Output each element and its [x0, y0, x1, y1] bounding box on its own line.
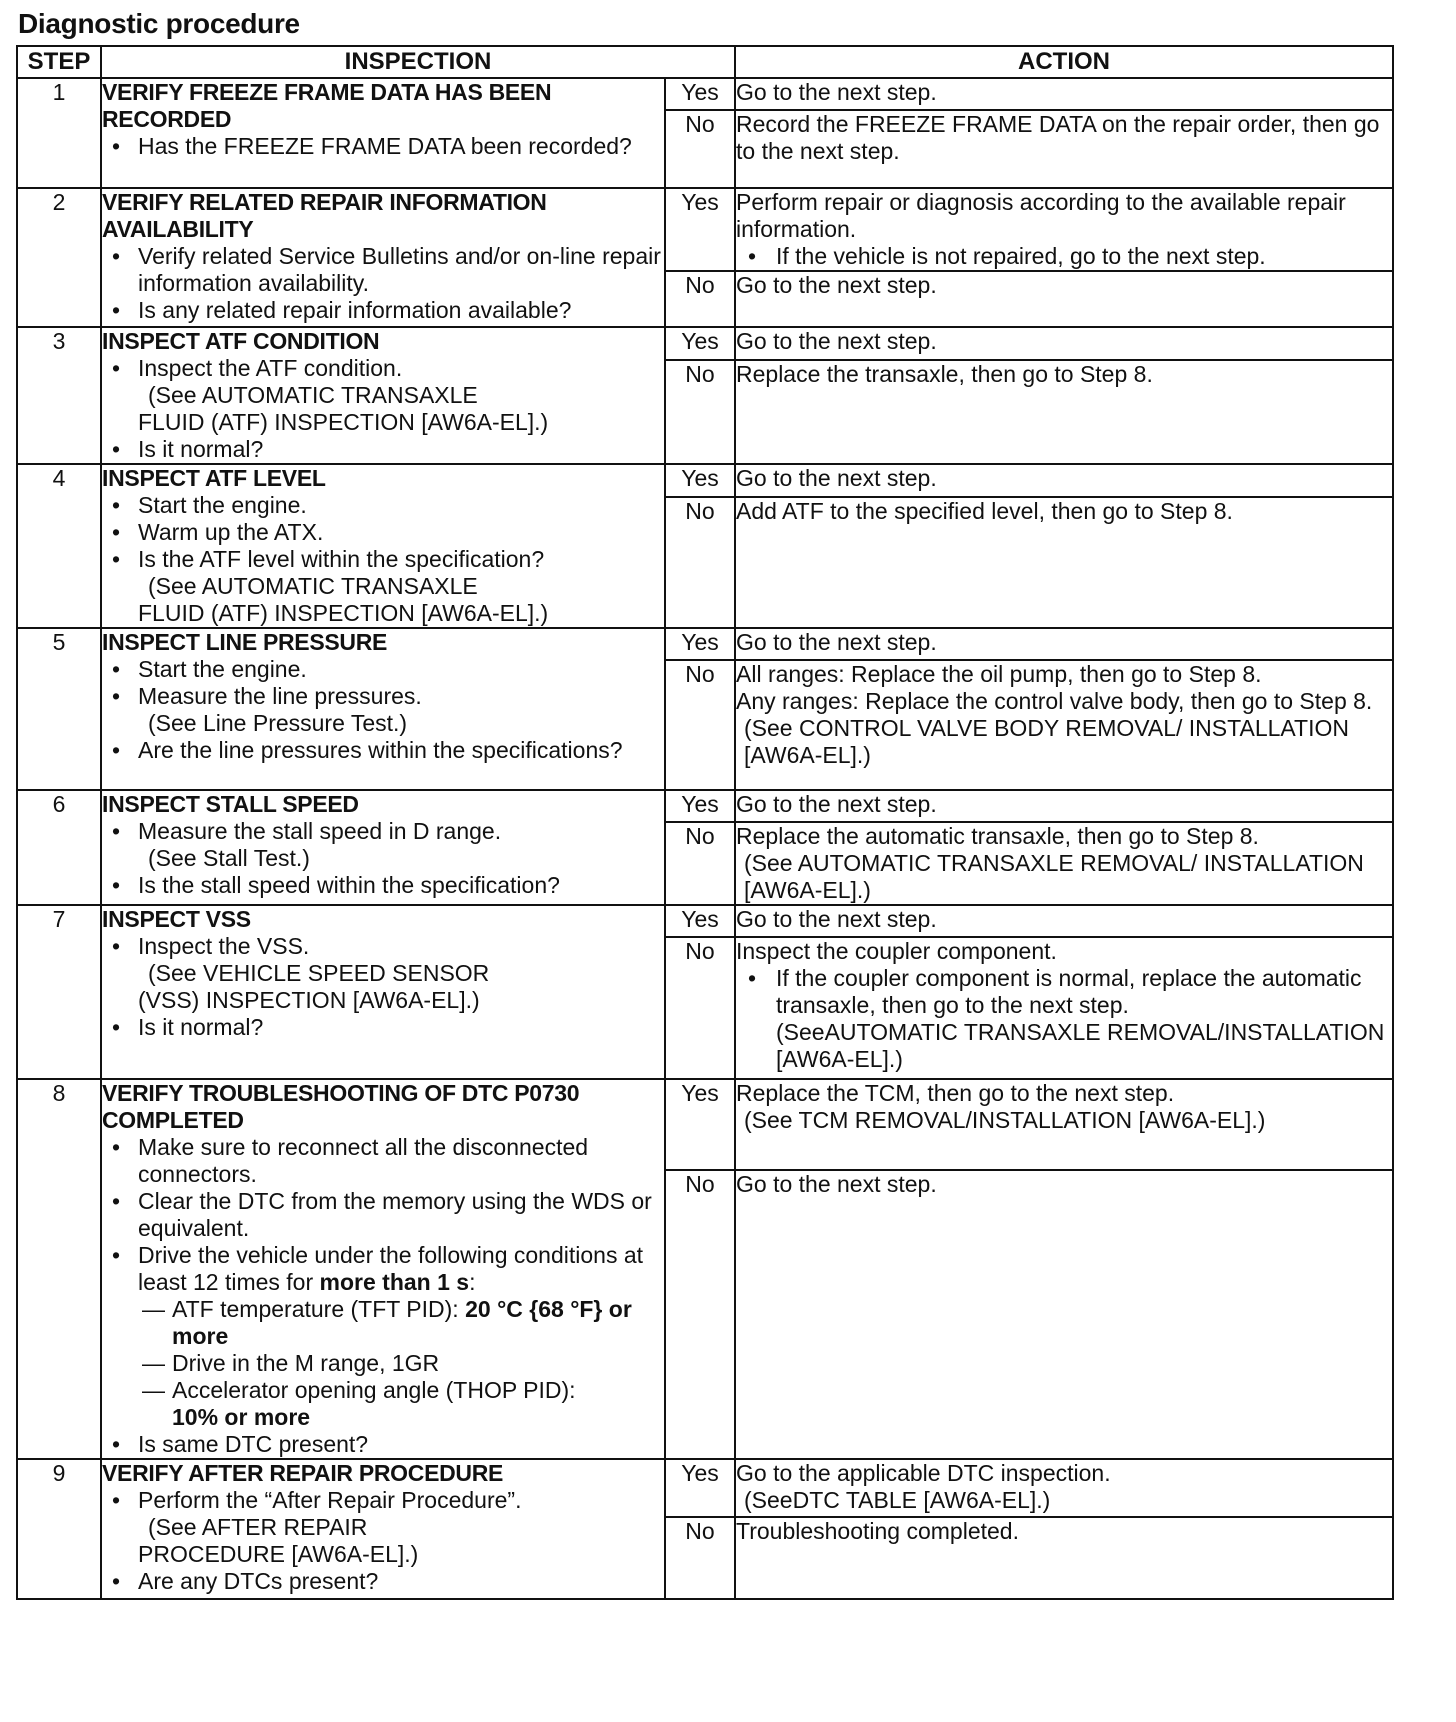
table-row [17, 1459, 1393, 1517]
inspection-cell [101, 628, 665, 790]
no-label: No [665, 360, 735, 464]
list-item: • Verify related Service Bulletins and/or on-line repair information availability. [102, 243, 664, 297]
header-step: STEP [17, 46, 101, 78]
step-heading: INSPECT VSS [102, 906, 251, 932]
yes-action: Go to the next step. [735, 78, 1393, 110]
reference-text: (See AUTOMATIC TRANSAXLE [148, 382, 478, 408]
yes-action: Replace the TCM, then go to the next step. [736, 1080, 1175, 1106]
list-item [102, 1296, 664, 1350]
step-number: 6 [17, 790, 101, 905]
list-item: • Start the engine. [102, 656, 664, 683]
reference-text: (See Stall Test.) [148, 845, 310, 871]
yes-action: Go to the next step. [735, 905, 1393, 937]
no-action: Go to the next step. [735, 1170, 1393, 1459]
yes-label: Yes [665, 790, 735, 822]
no-label: No [665, 271, 735, 327]
no-label: No [665, 497, 735, 628]
inspection-cell [101, 790, 665, 905]
list-item: • Start the engine. [102, 492, 664, 519]
list-item: • Inspect the ATF condition. [102, 355, 664, 382]
list-item: • Is any related repair information available? [102, 297, 664, 324]
no-label: No [665, 1517, 735, 1599]
step-heading: INSPECT STALL SPEED [102, 791, 359, 817]
table-row [17, 1079, 1393, 1170]
no-action: Add ATF to the specified level, then go to Step 8. [735, 497, 1393, 628]
reference-text: FLUID (ATF) INSPECTION [AW6A-EL].) [138, 409, 549, 435]
list-item: • Is it normal? [102, 1014, 664, 1041]
table-row [17, 905, 1393, 937]
condition-text: Drive in the M range, 1GR [172, 1350, 440, 1376]
no-action-cell [735, 822, 1393, 905]
table-row [17, 464, 1393, 497]
table-row [17, 628, 1393, 660]
yes-action-cell [735, 1459, 1393, 1517]
list-item: • Is the stall speed within the specification? [102, 872, 664, 899]
step-heading: VERIFY TROUBLESHOOTING OF DTC P0730 COMPLETED [102, 1080, 580, 1133]
list-item: • Is it normal? [102, 436, 664, 463]
step-heading: VERIFY AFTER REPAIR PROCEDURE [102, 1460, 504, 1486]
no-action-cell [735, 660, 1393, 790]
diagnostic-table [16, 45, 1394, 1600]
list-item: • Perform the “After Repair Procedure”. [102, 1487, 664, 1514]
step-heading: INSPECT LINE PRESSURE [102, 629, 388, 655]
action-bullet: • If the vehicle is not repaired, go to the next step. [736, 243, 1392, 270]
yes-action-cell [735, 1079, 1393, 1170]
step-heading: VERIFY FREEZE FRAME DATA HAS BEEN RECORDED [102, 79, 552, 132]
step-heading: INSPECT ATF LEVEL [102, 465, 326, 491]
page-title: Diagnostic procedure [18, 8, 300, 39]
reference-text: (VSS) INSPECTION [AW6A-EL].) [138, 987, 480, 1013]
inspection-cell [101, 327, 665, 464]
yes-action-cell [735, 188, 1393, 271]
reference-text: (See AFTER REPAIR [148, 1514, 368, 1540]
list-item: • Clear the DTC from the memory using the WDS or equivalent. [102, 1188, 664, 1242]
yes-label: Yes [665, 464, 735, 497]
step-number: 9 [17, 1459, 101, 1599]
step-number: 7 [17, 905, 101, 1079]
step-number: 1 [17, 78, 101, 188]
reference-text: (SeeDTC TABLE [AW6A-EL].) [744, 1487, 1051, 1513]
list-item: • Are the line pressures within the specifications? [102, 737, 664, 764]
step-number: 4 [17, 464, 101, 628]
no-label: No [665, 937, 735, 1079]
yes-label: Yes [665, 78, 735, 110]
step-number: 3 [17, 327, 101, 464]
no-action: Troubleshooting completed. [735, 1517, 1393, 1599]
action-bullet: • If the coupler component is normal, replace the automatic transaxle, then go to the next step. [736, 965, 1392, 1019]
yes-action: Go to the applicable DTC inspection. [736, 1460, 1111, 1486]
no-label: No [665, 1170, 735, 1459]
dash-mark: — [142, 1296, 165, 1322]
inspection-cell [101, 78, 665, 188]
condition-emphasis: more than 1 s [319, 1269, 470, 1295]
condition-emphasis: 20 °C {68 °F} or more [172, 1296, 632, 1349]
step-number: 8 [17, 1079, 101, 1459]
reference-text: (See AUTOMATIC TRANSAXLE REMOVAL/ INSTALLATION [AW6A-EL].) [744, 850, 1364, 903]
table-row [17, 790, 1393, 822]
yes-action: Go to the next step. [735, 790, 1393, 822]
inspection-cell [101, 1079, 665, 1459]
yes-label: Yes [665, 1079, 735, 1170]
dash-mark: — [142, 1350, 165, 1376]
list-item [102, 1377, 664, 1431]
reference-text: (See AUTOMATIC TRANSAXLE [148, 573, 478, 599]
step-heading: VERIFY RELATED REPAIR INFORMATION AVAILABILITY [102, 189, 547, 242]
no-action: Replace the transaxle, then go to Step 8. [735, 360, 1393, 464]
punctuation: : [469, 1269, 476, 1295]
no-action: All ranges: Replace the oil pump, then go to Step 8. [736, 661, 1262, 687]
table-row [17, 327, 1393, 360]
condition-text: Drive the vehicle under the following conditions at least 12 times for [138, 1242, 644, 1295]
list-item: • Measure the stall speed in D range. [102, 818, 664, 845]
step-heading: INSPECT ATF CONDITION [102, 328, 380, 354]
reference-text: (See TCM REMOVAL/INSTALLATION [AW6A-EL].) [744, 1107, 1266, 1133]
condition-emphasis: 10% or more [172, 1404, 311, 1430]
yes-action: Go to the next step. [735, 628, 1393, 660]
list-item [102, 1350, 664, 1377]
list-item: • Is same DTC present? [102, 1431, 664, 1458]
step-number: 2 [17, 188, 101, 327]
reference-text: (See VEHICLE SPEED SENSOR [148, 960, 490, 986]
header-inspection: INSPECTION [101, 46, 735, 78]
inspection-cell [101, 464, 665, 628]
no-action: Any ranges: Replace the control valve body, then go to Step 8. [736, 688, 1373, 714]
inspection-cell [101, 1459, 665, 1599]
yes-label: Yes [665, 628, 735, 660]
condition-text: Accelerator opening angle (THOP PID): [172, 1377, 576, 1403]
reference-text: FLUID (ATF) INSPECTION [AW6A-EL].) [138, 600, 549, 626]
inspection-cell [101, 188, 665, 327]
reference-text: (SeeAUTOMATIC TRANSAXLE REMOVAL/INSTALLATION [AW6A-EL].) [776, 1019, 1385, 1072]
yes-label: Yes [665, 188, 735, 271]
table-header-row [17, 46, 1393, 78]
yes-label: Yes [665, 327, 735, 360]
yes-label: Yes [665, 905, 735, 937]
reference-text: PROCEDURE [AW6A-EL].) [138, 1541, 419, 1567]
inspection-cell [101, 905, 665, 1079]
list-item: • Are any DTCs present? [102, 1568, 664, 1595]
list-item: • Warm up the ATX. [102, 519, 664, 546]
no-action: Go to the next step. [735, 271, 1393, 327]
no-action: Record the FREEZE FRAME DATA on the repair order, then go to the next step. [735, 110, 1393, 188]
no-action: Inspect the coupler component. [736, 938, 1057, 964]
no-action-cell [735, 937, 1393, 1079]
no-label: No [665, 660, 735, 790]
list-item: • Is the ATF level within the specification? [102, 546, 664, 573]
no-label: No [665, 822, 735, 905]
list-item: • Has the FREEZE FRAME DATA been recorded? [102, 133, 664, 160]
header-action: ACTION [735, 46, 1393, 78]
list-item: • Inspect the VSS. [102, 933, 664, 960]
dash-mark: — [142, 1377, 165, 1403]
list-item [102, 1242, 664, 1296]
table-row [17, 78, 1393, 110]
step-number: 5 [17, 628, 101, 790]
condition-text: ATF temperature (TFT PID): [172, 1296, 459, 1322]
yes-action: Perform repair or diagnosis according to the available repair information. [736, 189, 1346, 242]
yes-action: Go to the next step. [735, 327, 1393, 360]
no-label: No [665, 110, 735, 188]
yes-label: Yes [665, 1459, 735, 1517]
list-item: • Measure the line pressures. [102, 683, 664, 710]
list-item: • Make sure to reconnect all the disconnected connectors. [102, 1134, 664, 1188]
reference-text: (See Line Pressure Test.) [148, 710, 408, 736]
reference-text: (See CONTROL VALVE BODY REMOVAL/ INSTALLATION [AW6A-EL].) [744, 715, 1349, 768]
yes-action: Go to the next step. [735, 464, 1393, 497]
no-action: Replace the automatic transaxle, then go to Step 8. [736, 823, 1259, 849]
table-row [17, 188, 1393, 271]
